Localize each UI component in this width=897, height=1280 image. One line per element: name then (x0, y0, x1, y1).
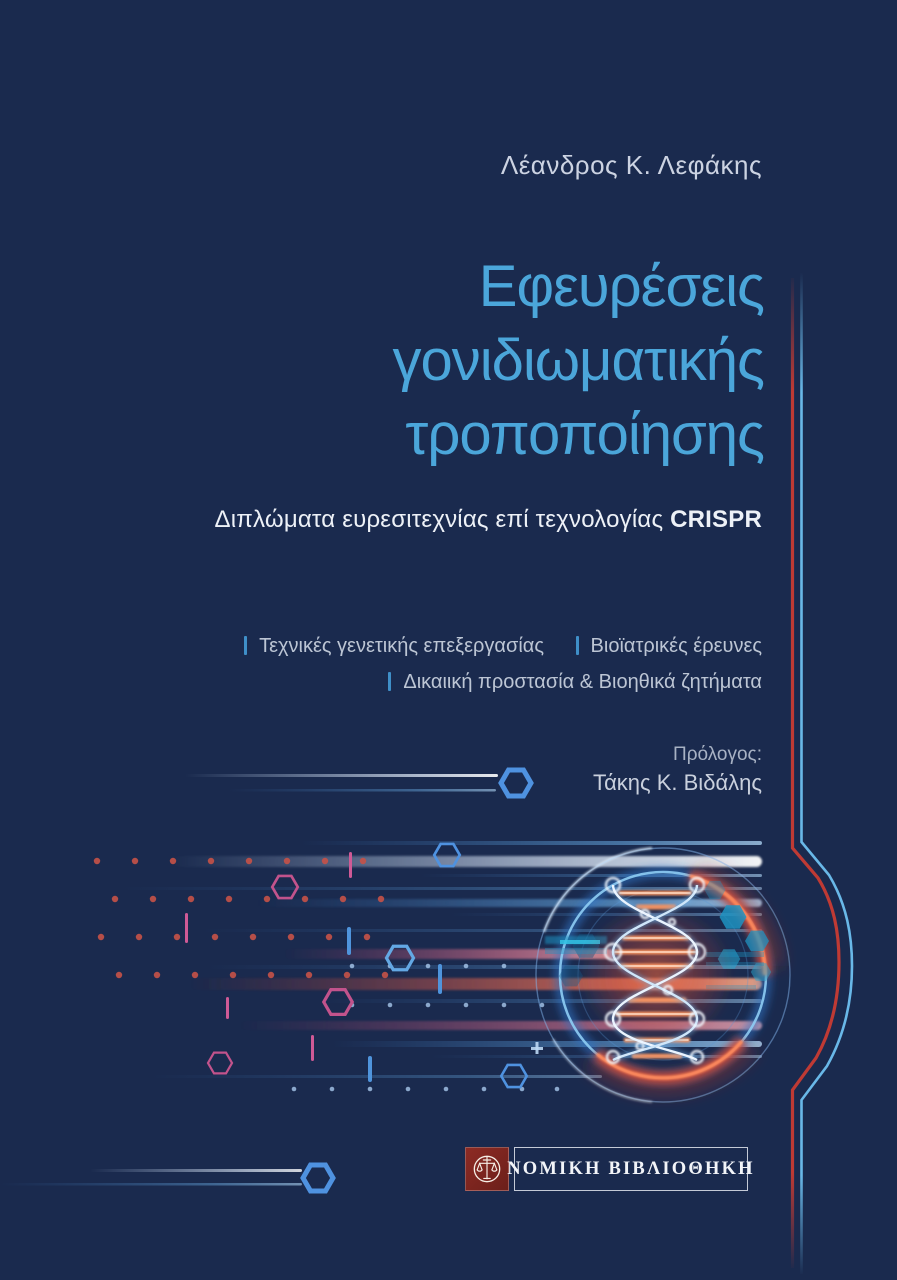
author-name: Λέανδρος Κ. Λεφάκης (500, 150, 762, 180)
title-line-1: Εφευρέσεις (478, 254, 764, 319)
subtitle-text: Διπλώματα ευρεσιτεχνίας επί τεχνολογίας (214, 506, 671, 533)
dna-circle (536, 848, 790, 1102)
topic-3: Δικαιική προστασία & Βιοηθικά ζητήματα (403, 671, 762, 693)
edge-lines (793, 272, 853, 1274)
light-dot-rows (292, 964, 560, 1092)
tick-bars (185, 852, 543, 1082)
dna-helix-icon (579, 878, 735, 1063)
teal-hexagons (545, 881, 771, 989)
subtitle-highlight: CRISPR (670, 506, 762, 533)
hexagon-icons (208, 770, 531, 1191)
circuit-traces (0, 774, 498, 1186)
publisher-logo (465, 1147, 755, 1191)
topic-row-2 (244, 667, 762, 697)
foreword-block (593, 742, 762, 798)
foreword-author: Τάκης Κ. Βιδάλης (593, 770, 762, 795)
speed-lines (120, 841, 762, 1078)
divider-bar (576, 636, 579, 655)
topic-2: Βιοϊατρικές έρευνες (590, 635, 762, 657)
divider-bar (244, 636, 247, 655)
topic-list (244, 631, 762, 697)
topic-row-1 (244, 631, 762, 661)
book-title (392, 250, 764, 472)
publisher-name: ΝΟΜΙΚΗ ΒΙΒΛΙΟΘΗΚΗ (507, 1158, 755, 1179)
topic-1: Τεχνικές γενετικής επεξεργασίας (259, 635, 544, 657)
book-subtitle (215, 506, 762, 534)
scales-of-justice-icon (465, 1147, 509, 1191)
foreword-label: Πρόλογος: (672, 744, 762, 765)
title-line-2: γονιδιωματικής (392, 328, 764, 393)
title-line-3: τροποποίησης (405, 402, 764, 467)
dot-grid (94, 858, 388, 978)
divider-bar (388, 672, 391, 691)
publisher-name-box (507, 1147, 755, 1191)
